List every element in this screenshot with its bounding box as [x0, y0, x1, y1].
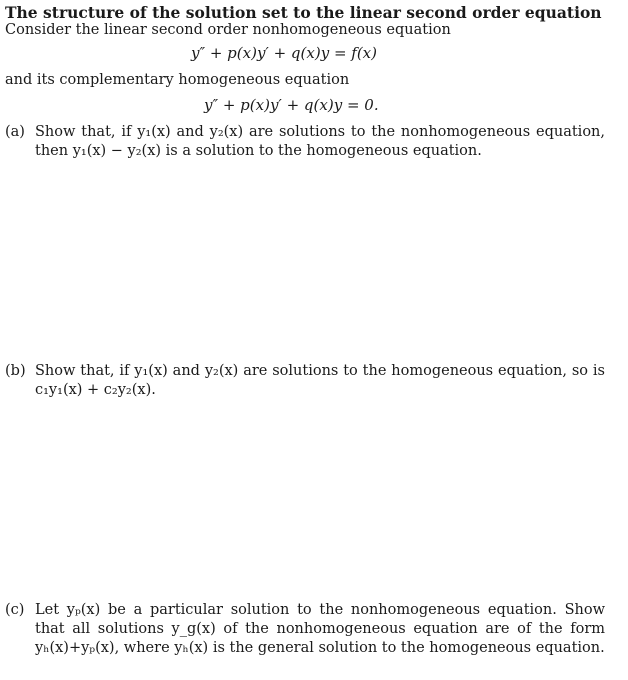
part-a [5, 123, 605, 161]
part-a-text: Show that, if y₁(x) and y₂(x) are solutions to the nonhomogeneous equation, then y₁(x) − y₂(x) is a solution to the homogeneous equation. [35, 124, 605, 159]
homogeneous-intro-text: and its complementary homogeneous equation [5, 72, 350, 88]
part-c [5, 601, 605, 658]
part-b [5, 362, 605, 400]
intro-text: Consider the linear second order nonhomogeneous equation [5, 22, 451, 38]
part-b-text: Show that, if y₁(x) and y₂(x) are solutions to the homogeneous equation, so is c₁y₁(x) + c₂y₂(x). [35, 363, 605, 398]
part-a-label: (a) [5, 124, 25, 140]
part-c-label: (c) [5, 602, 25, 618]
part-c-text: Let yₚ(x) be a particular solution to the nonhomogeneous equation. Show that all solutions y_g(x) of the nonhomogeneous equation are of the form yₕ(x)+yₚ(x), where yₕ(x) is the general solution to the homogeneous equation. [35, 602, 605, 656]
part-b-label: (b) [5, 363, 26, 379]
document-title: The structure of the solution set to the linear second order equation [5, 3, 602, 22]
homogeneous-equation: y″ + p(x)y′ + q(x)y = 0. [204, 96, 379, 114]
nonhomogeneous-equation: y″ + p(x)y′ + q(x)y = f(x) [191, 44, 377, 62]
